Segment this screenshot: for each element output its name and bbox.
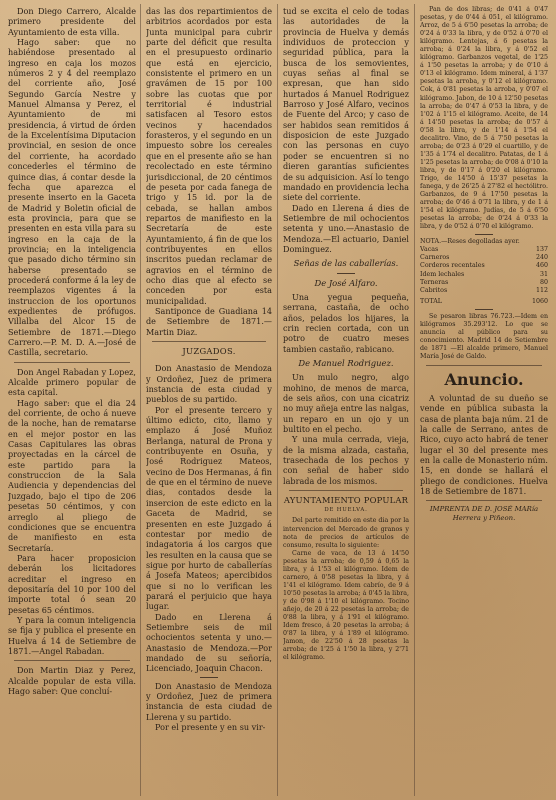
edicto-2-body: tud se excita el celo de todas las autoridades de la provincia de Huelva y demás individuos de proteccion y seguridad pública, para la busca de los semovientes, cuyas señas al final se expresan, que han sido hurtados á Manuel Rodriguez Barroso y José Alfaro, vecinos de Fuente del Arco; y caso de ser habidos sean remitidos á disposicion de este Juzgado con las personas en cuyo poder se encuentren si no dieren garantías suficientes de su adquisicion. Así lo tengo mandado en providencia lecha siete del corriente. bbox=[283, 6, 409, 203]
column-1 bbox=[8, 6, 136, 794]
short-rule bbox=[337, 273, 355, 274]
reses-list bbox=[420, 246, 548, 305]
section-rule bbox=[14, 660, 130, 661]
juzgados-heading: JUZGADOS. bbox=[182, 346, 236, 356]
short-rule bbox=[200, 677, 218, 678]
edicto-2-start: Por el presente y en su vir- bbox=[155, 722, 266, 733]
villalba-notice-body: Hago saber: que no habiéndose presentado al ingreso en caja los mozos números 2 y 4 del reemplazo del corriente año, José Segundo García Nestre y Manuel Almansa y Perez, el Ayuntamiento de mi presidencia, á virtud de órden de la Excelentísima Diputacion provincial, en sesion de once del corriente, ha acordado concederles el término de quince dias, á contar desde la fecha que aparezca el presente inserto en la Gaceta de Madrid y Boletin oficial de esta provincia, para que se presenten en esta villa para su ingreso en la caja de la provincia; en la inteligencia que pasado dicho término sin haberse presentado se procederá conforme á la ley de reemplazos vigentes á la instruccion de los oportunos expedientes de prófugos. Villalba del Alcor 15 de Setiembre de 1871.—Diego Carrero.—P. M. D. A.—José de Castilla, secretario. bbox=[8, 37, 136, 358]
column-divider bbox=[414, 4, 415, 796]
alcalde-villalba-heading: Don Diego Carrero, Alcalde primero presidente del Ayuntamiento de esta villa. bbox=[8, 6, 136, 37]
section-rule bbox=[426, 365, 542, 366]
section-rule bbox=[426, 500, 542, 501]
short-rule bbox=[475, 309, 493, 310]
edicto-closing: Dado en Llerena á Setiembre seis de mil ochocientos setenta y uno.—Anastasio de Mendoza.—Por mandado de su señoría, Licenciado, Joaquin Chacon. bbox=[146, 611, 272, 674]
ayuntamiento-subtitle: DE HUELVA. bbox=[324, 507, 368, 514]
huelva-closing: Y para la comun inteligencia se fija y publica el presente en Huelva á 14 de Setiembre de 1871.—Angel Rabadan. bbox=[8, 614, 136, 656]
anuncio-heading: Anuncio. bbox=[444, 369, 524, 389]
anuncio-body: A voluntad de su dueño se vende en pública subasta la casa de planta baja núm. 21 de la calle de Serrano, antes de Rico, cuyo acto habrá de tener lugar el 30 del presente mes en la calle de Monasterio núm. 15, en donde se hallará el pliego de condiciones. Huelva 18 de Setiembre de 1871. bbox=[420, 392, 548, 497]
column-divider bbox=[277, 4, 278, 796]
market-closing: Se pesaron libras 76.723.—Idem en kilógramos 35.293'12. Lo que se anuncia al público para su conocimiento. Madrid 14 de Setiembre de 1871 —El alcalde primero, Manuel María José de Galdo. bbox=[420, 312, 548, 360]
section-rule bbox=[14, 362, 130, 363]
senas-title: Señas de las caballerías. bbox=[293, 258, 399, 269]
juez-mendoza-heading-2: Don Anastasio de Mendoza y Ordoñez, Juez de primera instancia de esta ciudad de Llerena y su partido. bbox=[146, 680, 272, 722]
section-rule bbox=[289, 490, 403, 491]
yegua-description: Una yegua pequeña, serrana, castaña, de ocho años, pelados los hijares, la crin recien cortada, con un potro de cuatro meses tambien castaño, rabicano. bbox=[283, 291, 409, 354]
nota-reses: NOTA.—Reses degolladas ayer. bbox=[420, 238, 520, 246]
reses-total: TOTAL 1060 bbox=[420, 297, 548, 305]
market-prices-2: Pan de dos libras; de 0'41 á 0'47 pesetas, y de 0'44 á 051, el kilógramo. Arroz, de 5 á 6'50 pesetas la arroba; de 0'24 á 0'33 la libra, y de 0'52 á 0'70 el kilógramo. Lentejas, á 6 pesetas la arroba; á 0'24 la libra, y á 0'52 el kilógramo. Garbanzos vegetal, de 1'25 á 1'50 pesetas la arroba; y de 0'10 á 0'13 el kilógramo. Idem mineral, á 1'37 pesetas la arroba, y 0'12 el kilógramo. Cok, á 0'81 pesetas la arroba, y 0'07 el kilógramo. Jabon, de 10 á 12'50 pesetas la arroba; de 0'47 á 0'53 la libra, y de 1'02 á 1'15 el kilógramo. Aceite, de 14 á 14'50 pesetas la arroba; de 0'57 á 0'58 la libra, y de 1'14 á 1'54 el decalitro. Vino, de 5 á 7'50 pesetas la arroba; de 0'23 á 0'29 el cuartillo, y de 1'35 á 1'74 el decalitro. Patatas, de 1 á 1'25 pesetas la arroba; de 0'08 á 0'10 la libra, y de 0'17 á 0'20 el kilógramo. Trigo, de 14'50 á 15'37 pesetas la fanega, y de 26'25 á 27'82 el hectólitro. Garbanzos, de 9 á 17'50 pesetas la arroba; de 0'46 á 0'71 la libra, y de 1 á 1'54 el kilógramo. Judías, de 5 á 6'50 pesetas la arroba; de 0'24 á 0'33 la libra, y de 0'52 á 0'70 el kilógramo. bbox=[420, 6, 548, 231]
alfaro-title: De José Alfaro. bbox=[314, 277, 378, 288]
section-rule bbox=[152, 341, 266, 342]
short-rule bbox=[200, 359, 218, 360]
ayuntamiento-title: AYUNTAMIENTO POPULAR bbox=[283, 495, 409, 506]
mula-description: Y una mula cerrada, vieja, de la misma alzada, castaña, trasechada de los pechos y con señal de haber sido labrada de los mismos. bbox=[283, 434, 409, 486]
list-item: Vacas 137 bbox=[420, 246, 548, 254]
column-3 bbox=[283, 6, 409, 794]
short-rule bbox=[475, 234, 493, 235]
column-2 bbox=[146, 6, 272, 794]
santiponce-closing: Santiponce de Guadiana 14 de Setiembre de 1871.—Martin Diaz. bbox=[146, 305, 272, 337]
list-item: Idem lechales 31 bbox=[420, 270, 548, 278]
edicto-2-closing: Dado en Llerena á dies de Setiembre de mil ochocientos setenta y uno.—Anastasio de Mendoza.—El actuario, Daniel Dominguez. bbox=[283, 202, 409, 254]
rodriguez-title: De Manuel Rodriguez. bbox=[298, 358, 394, 368]
imprenta-footer: IMPRENTA DE D. JOSÉ MARía Herrera y Piñeon. bbox=[429, 505, 539, 523]
list-item: Corderos recentales 460 bbox=[420, 262, 548, 270]
column-divider bbox=[140, 4, 141, 796]
column-4 bbox=[420, 6, 548, 794]
alcalde-huelva-heading: Don Angel Rabadan y Lopez, Alcalde primero popular de esta capital. bbox=[8, 366, 136, 398]
market-prices-1: Carne de vaca, de 13 á 14'50 pesetas la arroba; de 0,59 á 0,65 la libra, y á 1'53 el kilógramo. Idem de carnero, á 0'58 pesetas la libra, y á 1'41 el kilógramo. Idem cabrío, de 9 á 10'50 pesetas la arroba; á 0'45 la libra, y de 0'98 á 1'10 el kilógramo. Tocino añejo, de 20 á 22 pesetas la arroba; de 0'88 la libra, y á 1'91 el kilógramo. Idem fresco, á 20 pesetas la arroba; á 0'87 la libra, y á 1'89 el kilógramo. Jamon, de 22'50 á 28 pesetas la arroba; de 1'25 á 1'50 la libra, y 2'71 el kilógramo. bbox=[283, 549, 409, 662]
list-item: Cabritos 112 bbox=[420, 286, 548, 294]
list-item: Terneras 80 bbox=[420, 278, 548, 286]
mulo-description: Un mulo negro, algo mohino, de menos de marca, de seis años, con una cicatriz no muy añeja entre las nalgas, un reparo en un ojo y un bultito en el pecho. bbox=[283, 372, 409, 435]
alcalde-santiponce-heading: Don Martin Diaz y Perez, Alcalde popular de esta villa. Hago saber: Que concluí- bbox=[8, 665, 136, 696]
list-item: Carneros 240 bbox=[420, 254, 548, 262]
huelva-deposit-body: Para hacer proposicion deberán los licitadores acreditar el ingreso en depositaría del 10 por 100 del importe total ó sean 20 pesetas 65 céntimos. bbox=[8, 552, 136, 615]
market-intro: Del parte remitido en este dia por la intervencion del Mercado de granos y nota de precios de artículos de consumo, resulta lo siguiente: bbox=[283, 517, 409, 549]
juez-mendoza-heading: Don Anastasio de Mendoza y Ordoñez, Juez de primera instancia de esta ciudad y pueblos de su partido. bbox=[146, 363, 272, 405]
edicto-body: Por el presente tercero y último edicto, cito, llamo y emplazo á José Muñoz Berlanga, natural de Prona y contribuyente en Osuña, y José Rodriguez Mateos, vecino de Dos Hermanas, á fin de que en el término de nueve dias, contados desde la insercion de este edicto en la Gaceta de Madrid, se presenten en este Juzgado á contestar por medio de indagatoria á los cargos que les resulten en la causa que se sigue por hurto de caballerías á Josefa Mateos; apercibidos que si no lo verifican les parará el perjuicio que haya lugar. bbox=[146, 404, 272, 612]
santiponce-notice-body: das las dos repartimientos de arbitrios acordados por esta Junta municipal para cubrir parte del déficit que resulta en el presupuesto ordinario que está en ejercicio, consistente el primero en un gravámen de 15 por 100 sobre las cuotas que por territorial é industrial satisfacen al Tesoro estos vecinos y hacendados forasteros, y el segundo en un impuesto sobre los cereales que en el presente año se han recolectado en este término jurisdiccional, de 20 céntimos de peseta por cada fanega de trigo y 15 id. por la de cebada, se hallan ambos repartos de manifiesto en la Secretaría de este Ayuntamiento, á fin de que los contribuyentes en ellos inscritos puedan reclamar de agravios en el término de ocho dias que al efecto se conceden por esta municipalidad. bbox=[146, 6, 272, 306]
huelva-auction-body: Hago saber: que el dia 24 del corriente, de ocho á nueve de la noche, han de rematarse en el mejor postor en las Casas Capitulares las obras proyectadas en la cárcel de este partido para la construccion de la Sala Audiencia y dependencias del Juzgado, bajo el tipo de 206 pesetas 50 céntimos, y con arreglo al pliego de condiciones que se encuentra de manifiesto en esta Secretaría. bbox=[8, 397, 136, 553]
